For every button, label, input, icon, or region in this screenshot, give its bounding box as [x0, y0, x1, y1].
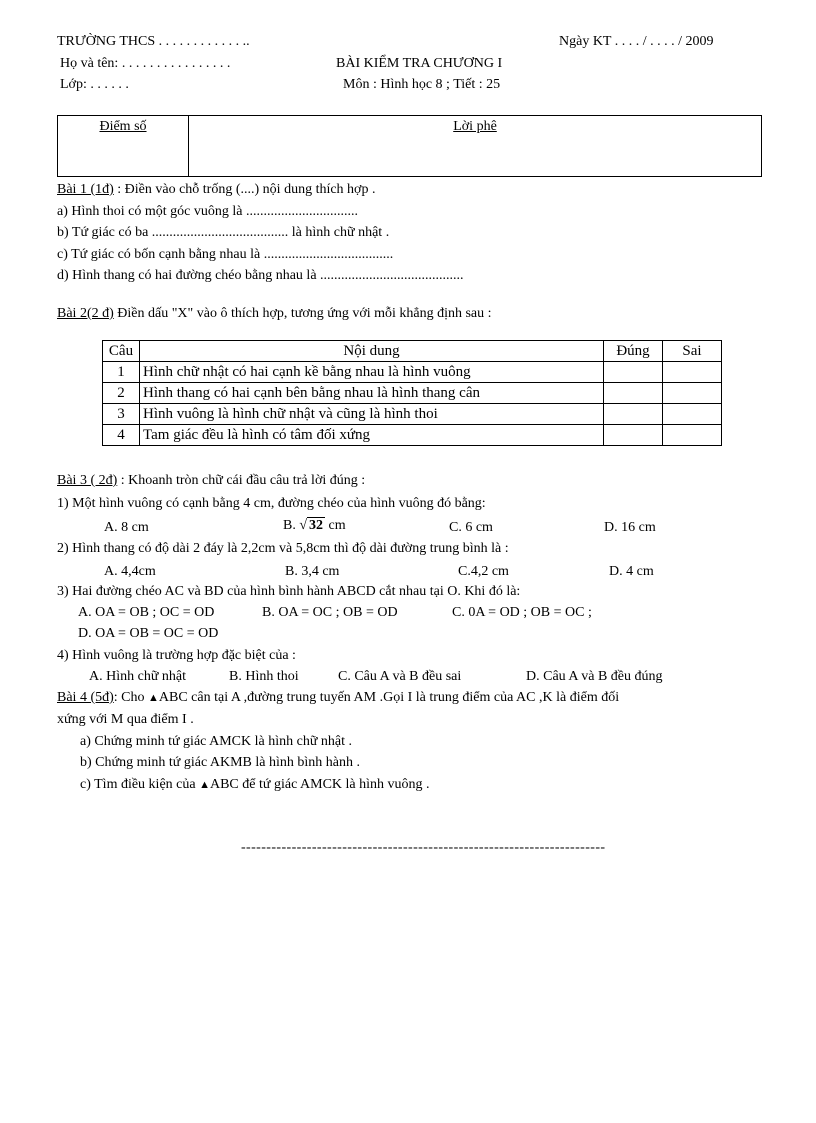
q3-p4-option-c[interactable]: C. Câu A và B đều sai [338, 669, 462, 684]
q3-p2-option-c[interactable]: C.4,2 cm [458, 564, 509, 579]
student-name-field: Họ và tên: . . . . . . . . . . . . . . . . [60, 56, 231, 71]
radicand: 32 [309, 518, 324, 533]
q1-item-d: d) Hình thang có hai đường chéo bằng nhau là ......................................... [57, 268, 464, 283]
q3-p3-option-b[interactable]: B. OA = OC ; OB = OD [262, 605, 398, 620]
q1-item-b: b) Tứ giác có ba ....................................... là hình chữ nhật . [57, 225, 390, 240]
row-text: Hình vuông là hình chữ nhật và cũng là hình thoi [140, 404, 604, 425]
comment-label: Lời phê [453, 119, 497, 134]
table-row [103, 362, 722, 383]
q3-p1-option-c[interactable]: C. 6 cm [449, 520, 493, 535]
q4-item-c-text-b: ABC để tứ giác AMCK là hình vuông . [209, 777, 430, 792]
q1-label: Bài 1 (1đ) [57, 182, 114, 197]
q3-p4-option-a[interactable]: A. Hình chữ nhật [89, 669, 187, 684]
q4-item-c-text-a: c) Tìm điều kiện của [80, 777, 200, 792]
row-num: 2 [103, 383, 140, 404]
q2-header-num: Câu [103, 341, 140, 362]
footer-dashed-rule: ------------------------------------------------------------------------ [241, 840, 606, 855]
q3-problem-3: 3) Hai đường chéo AC và BD của hình bình hành ABCD cắt nhau tại O. Khi đó là: [57, 584, 521, 599]
q3-p3-option-a[interactable]: A. OA = OB ; OC = OD [78, 605, 215, 620]
q3-p1-option-a[interactable]: A. 8 cm [104, 520, 149, 535]
q4-text-b: ABC cân tại A ,đường trung tuyến AM .Gọi I là trung điểm của AC ,K là điểm đối [158, 690, 620, 705]
test-title: BÀI KIỂM TRA CHƯƠNG I [336, 56, 503, 71]
q4-text-a: : Cho [113, 690, 148, 705]
row-text: Hình thang có hai cạnh bên bằng nhau là hình thang cân [140, 383, 604, 404]
q2-header-content: Nội dung [140, 341, 604, 362]
q4-heading [57, 690, 619, 706]
q2-heading [57, 306, 492, 322]
q3-p3-option-c[interactable]: C. 0A = OD ; OB = OC ; [452, 605, 592, 620]
class-field: Lớp: . . . . . . [60, 77, 129, 92]
q1-item-a: a) Hình thoi có một góc vuông là ................................ [57, 204, 358, 219]
triangle-icon: ▲ [199, 779, 210, 791]
false-answer-cell[interactable] [663, 404, 722, 425]
q3-p1-option-d[interactable]: D. 16 cm [604, 520, 656, 535]
q3-problem-4: 4) Hình vuông là trường hợp đặc biệt của : [57, 648, 296, 663]
score-cell [58, 116, 189, 177]
row-text: Hình chữ nhật có hai cạnh kề bằng nhau là hình vuông [140, 362, 604, 383]
q3-instruction: : Khoanh tròn chữ cái đầu câu trả lời đúng : [117, 473, 366, 488]
table-row [103, 425, 722, 446]
test-date: Ngày KT . . . . / . . . . / 2009 [559, 34, 714, 49]
q2-header-row [103, 341, 722, 362]
q4-item-b: b) Chứng minh tứ giác AKMB là hình bình hành . [80, 755, 360, 770]
triangle-icon: ▲ [148, 692, 159, 704]
row-num: 1 [103, 362, 140, 383]
row-num: 3 [103, 404, 140, 425]
q3-p2-option-b[interactable]: B. 3,4 cm [285, 564, 340, 579]
option-letter: B. [283, 518, 296, 533]
q1-heading [57, 182, 375, 198]
q2-instruction: Điền dấu "X" vào ô thích hợp, tương ứng với mỗi khẳng định sau : [113, 306, 492, 321]
q3-p2-option-a[interactable]: A. 4,4cm [104, 564, 156, 579]
q3-problem-1: 1) Một hình vuông có cạnh bằng 4 cm, đường chéo của hình vuông đó bằng: [57, 496, 486, 511]
school-name: TRƯỜNG THCS . . . . . . . . . . . . .. [57, 34, 250, 49]
true-answer-cell[interactable] [604, 425, 663, 446]
true-answer-cell[interactable] [604, 404, 663, 425]
score-table [57, 115, 762, 177]
q3-p3-option-d[interactable]: D. OA = OB = OC = OD [78, 626, 219, 641]
q4-line-2: xứng với M qua điểm I . [57, 712, 194, 727]
q1-item-c: c) Tứ giác có bốn cạnh bằng nhau là ..................................... [57, 247, 394, 262]
table-row [103, 383, 722, 404]
false-answer-cell[interactable] [663, 383, 722, 404]
sqrt-expression: √ 32 [299, 518, 324, 533]
q4-item-c [80, 777, 430, 793]
false-answer-cell[interactable] [663, 425, 722, 446]
q3-p1-option-b[interactable] [283, 518, 346, 534]
unit: cm [325, 518, 346, 533]
false-answer-cell[interactable] [663, 362, 722, 383]
q2-header-true: Đúng [604, 341, 663, 362]
q2-header-false: Sai [663, 341, 722, 362]
true-answer-cell[interactable] [604, 383, 663, 404]
q2-table [102, 340, 722, 446]
q4-item-a: a) Chứng minh tứ giác AMCK là hình chữ nhật . [80, 734, 353, 749]
score-label: Điểm số [99, 119, 147, 134]
row-text: Tam giác đều là hình có tâm đối xứng [140, 425, 604, 446]
q3-label: Bài 3 ( 2đ) [57, 473, 118, 488]
comment-cell [189, 116, 762, 177]
q3-problem-2: 2) Hình thang có độ dài 2 đáy là 2,2cm và 5,8cm thì độ dài đường trung bình là : [57, 541, 509, 556]
q1-instruction: : Điền vào chỗ trống (....) nội dung thích hợp . [113, 182, 376, 197]
subject-line: Môn : Hình học 8 ; Tiết : 25 [343, 77, 501, 92]
row-num: 4 [103, 425, 140, 446]
q3-p4-option-d[interactable]: D. Câu A và B đều đúng [526, 669, 663, 684]
true-answer-cell[interactable] [604, 362, 663, 383]
q3-p4-option-b[interactable]: B. Hình thoi [229, 669, 299, 684]
q3-p2-option-d[interactable]: D. 4 cm [609, 564, 654, 579]
q3-heading [57, 473, 365, 489]
q4-label: Bài 4 (5đ) [57, 690, 114, 705]
q2-label: Bài 2(2 đ) [57, 306, 114, 321]
table-row [103, 404, 722, 425]
